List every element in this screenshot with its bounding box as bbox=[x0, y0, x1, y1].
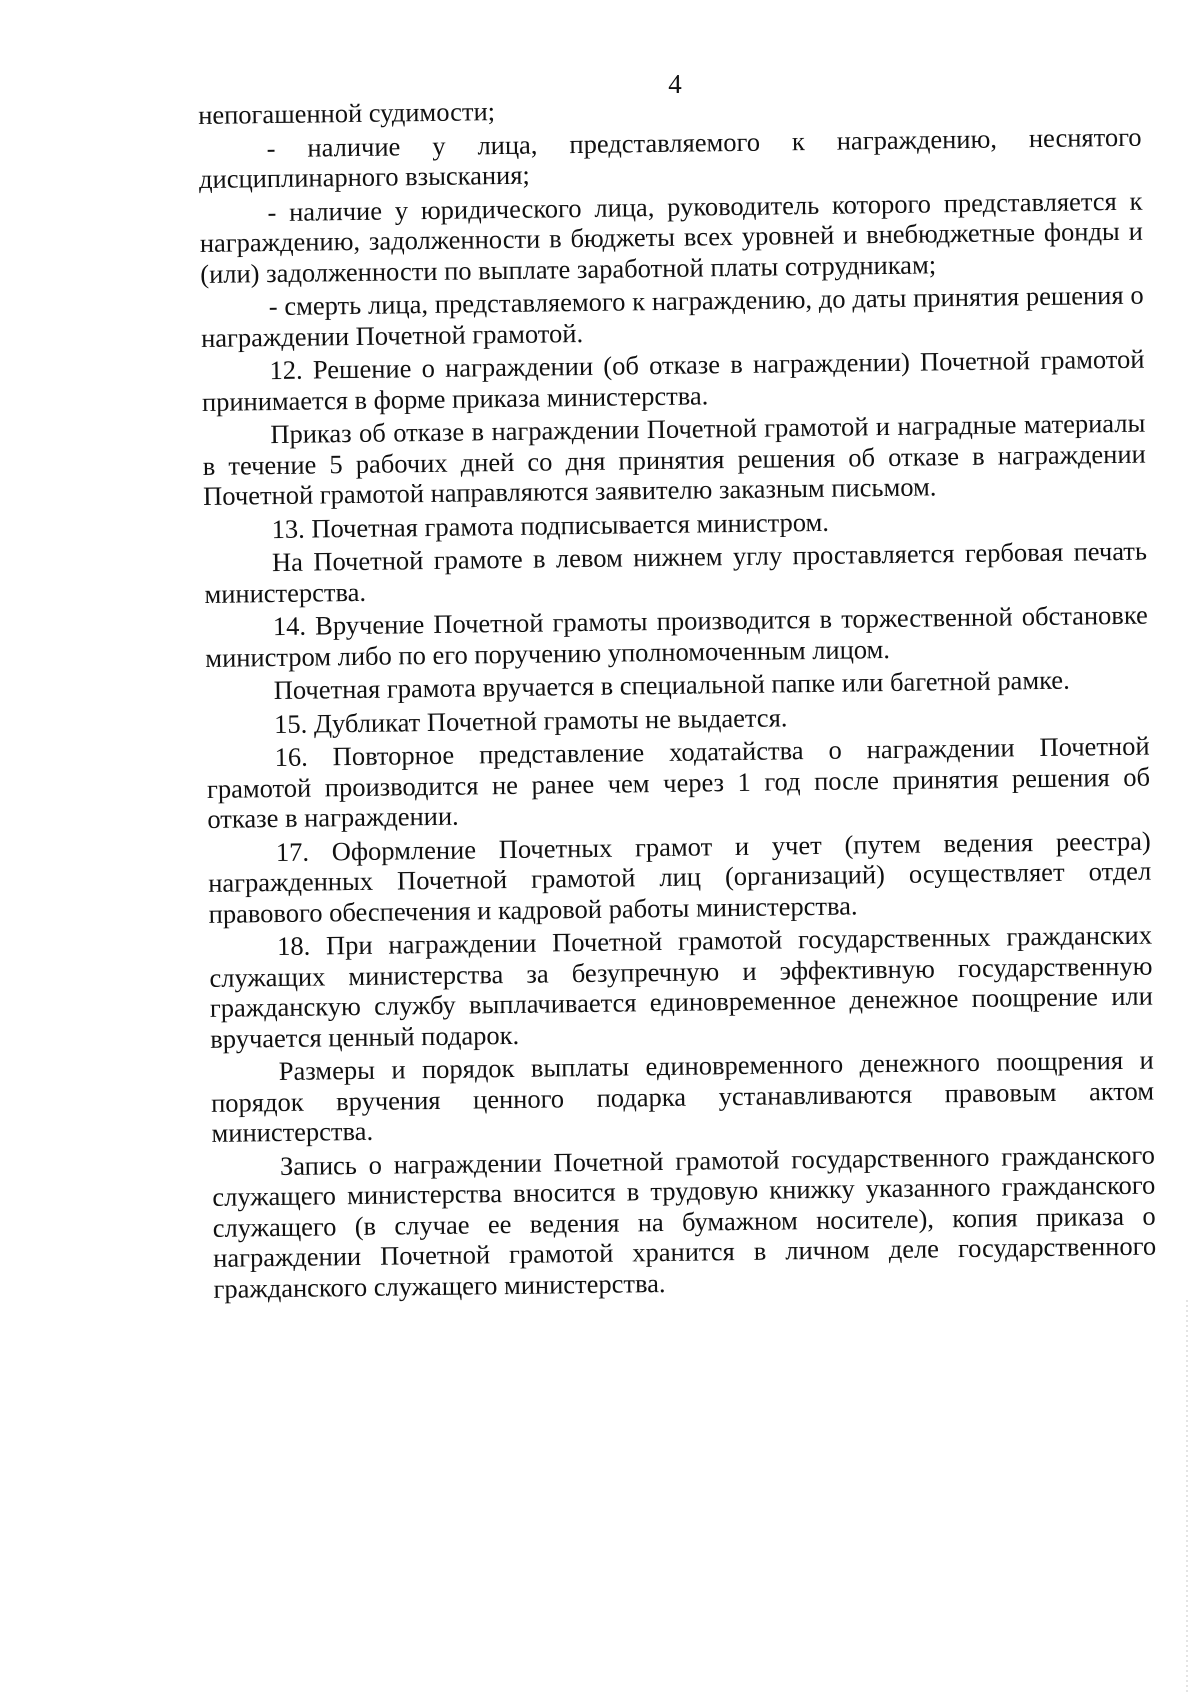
document-body bbox=[198, 88, 1157, 1304]
scan-edge-mark bbox=[1186, 1300, 1188, 1694]
paragraph: - смерть лица, представляемого к награждению, до даты принятия решения о награждении Почетной грамотой. bbox=[200, 279, 1144, 353]
paragraph: 15. Дубликат Почетной грамоты не выдается. bbox=[273, 701, 788, 739]
paragraph: 14. Вручение Почетной грамоты производится в торжественной обстановке министром либо по его поручению уполномоченным лицом. bbox=[205, 599, 1149, 673]
paragraph: непогашенной судимости; bbox=[198, 96, 496, 130]
paragraph: 18. При награждении Почетной грамотой государственных гражданских служащих министерства за безупречную и эффективную государственную гражданскую службу выплачивается единовременное денежное поощрение или вручается ценный подарок. bbox=[209, 919, 1154, 1054]
page-number: 4 bbox=[668, 69, 682, 99]
paragraph: 12. Решение о награждении (об отказе в награждении) Почетной грамотой принимается в форме приказа министерства. bbox=[201, 343, 1145, 417]
paragraph: Почетная грамота вручается в специальной папке или багетной рамке. bbox=[273, 664, 1070, 706]
paragraph: 17. Оформление Почетных грамот и учет (путем ведения реестра) награжденных Почетной грамотой лиц (организаций) осуществляет отдел правового обеспечения и кадровой работы министерства. bbox=[208, 825, 1152, 929]
paragraph: 13. Почетная грамота подписывается министром. bbox=[271, 506, 830, 544]
paragraph: Размеры и порядок выплаты единовременного денежного поощрения и порядок вручения ценного подарка устанавливаются правовым актом министерства. bbox=[210, 1044, 1155, 1148]
paragraph: Приказ об отказе в награждении Почетной грамотой и наградные материалы в течение 5 рабочих дней со дня принятия решения об отказе в награждении Почетной грамотой направляются заявителю заказным письмом. bbox=[202, 407, 1146, 511]
paragraph: - наличие у лица, представляемого к награждению, неснятого дисциплинарного взыскания; bbox=[198, 121, 1142, 194]
paragraph: 16. Повторное представление ходатайства о награждении Почетной грамотой производится не ранее чем через 1 год после принятия решения об отказе в награждении. bbox=[206, 730, 1151, 834]
paragraph: Запись о награждении Почетной грамотой государственного гражданского служащего министерства вносится в трудовую книжку указанного гражданского служащего (в случае ее ведения на бумажном носителе), копия приказа о награждении Почетной грамотой хранится в личном деле государственного гражданского служащего министерства. bbox=[212, 1139, 1157, 1304]
paragraph: На Почетной грамоте в левом нижнем углу проставляется гербовая печать министерства. bbox=[204, 535, 1148, 609]
paragraph: - наличие у юридического лица, руководитель которого представляется к награждению, задолженности в бюджеты всех уровней и внебюджетные фонды и (или) задолженности по выплате заработной платы сотрудникам; bbox=[199, 185, 1143, 289]
